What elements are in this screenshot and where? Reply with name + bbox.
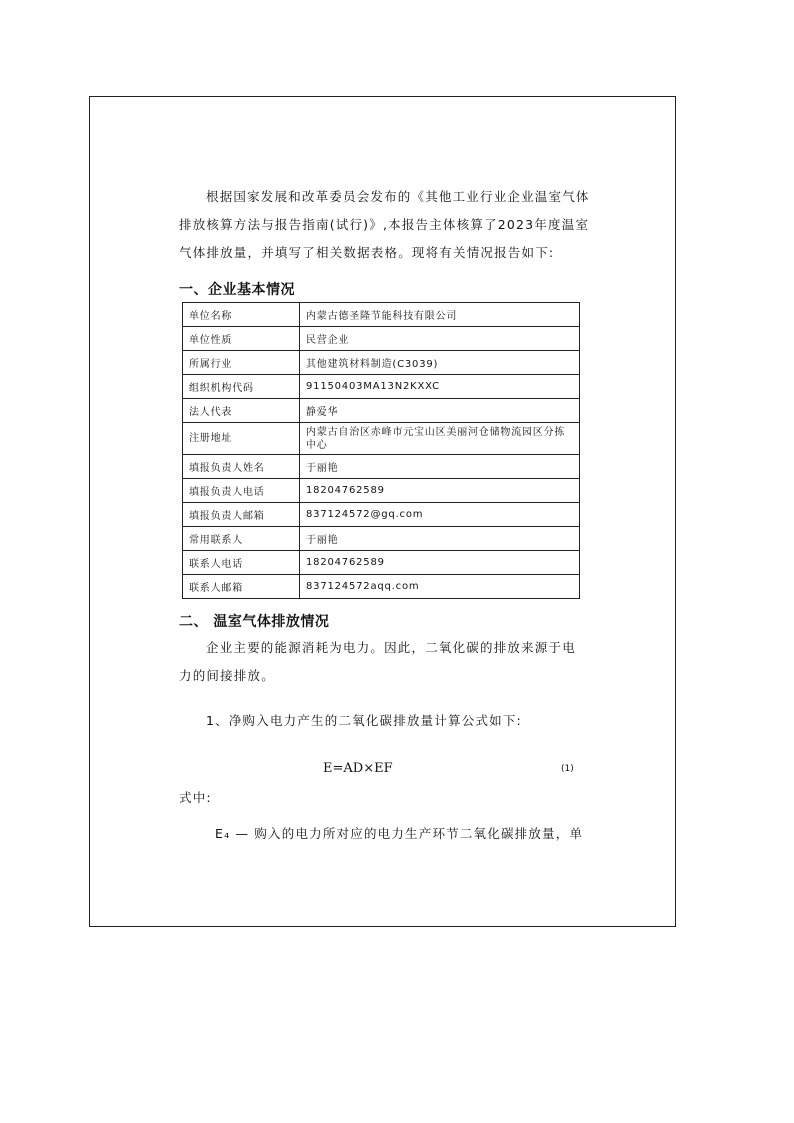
formula: E=AD×EF	[323, 761, 393, 776]
table-row	[183, 375, 580, 399]
company-info-table	[182, 302, 580, 599]
table-row	[183, 327, 580, 351]
table-key-cell: 常用联系人	[183, 527, 300, 551]
table-key-cell: 联系人邮箱	[183, 575, 300, 599]
table-key-cell: 填报负责人电话	[183, 479, 300, 503]
table-value-cell: 于丽艳	[300, 455, 580, 479]
table-row	[183, 503, 580, 527]
table-value-cell: 于丽艳	[300, 527, 580, 551]
table-row	[183, 351, 580, 375]
table-value-cell: 其他建筑材料制造(C3039)	[300, 351, 580, 375]
table-key-cell: 填报负责人邮箱	[183, 503, 300, 527]
table-key-cell: 注册地址	[183, 423, 300, 455]
table-row	[183, 551, 580, 575]
table-row	[183, 575, 580, 599]
section-2-paragraph: 企业主要的能源消耗为电力。因此，二氧化碳的排放来源于电力的间接排放。	[179, 640, 576, 683]
table-value-cell: 18204762589	[300, 479, 580, 503]
section-2-heading: 二、 温室气体排放情况	[179, 614, 330, 630]
definition-line: E₄ — 购入的电力所对应的电力生产环节二氧化碳排放量，单	[215, 826, 584, 841]
table-key-cell: 联系人电话	[183, 551, 300, 575]
table-key-cell: 法人代表	[183, 399, 300, 423]
table-value-cell: 91150403MA13N2KXXC	[300, 375, 580, 399]
item-1-text: 1、净购入电力产生的二氧化碳排放量计算公式如下:	[206, 713, 522, 728]
table-value-cell: 民营企业	[300, 327, 580, 351]
table-row	[183, 527, 580, 551]
table-key-cell: 单位性质	[183, 327, 300, 351]
table-value-cell: 静爱华	[300, 399, 580, 423]
where-label: 式中:	[179, 790, 212, 805]
table-key-cell: 单位名称	[183, 303, 300, 327]
section-1-heading: 一、企业基本情况	[179, 282, 295, 298]
table-value-cell: 837124572@gq.com	[300, 503, 580, 527]
table-key-cell: 组织机构代码	[183, 375, 300, 399]
table-row	[183, 455, 580, 479]
table-value-cell: 837124572aqq.com	[300, 575, 580, 599]
table-value-cell: 18204762589	[300, 551, 580, 575]
table-value-cell: 内蒙古自治区赤峰市元宝山区美丽河仓储物流园区分拣中心	[300, 423, 580, 455]
table-row	[183, 303, 580, 327]
table-row	[183, 423, 580, 455]
equation-number: (1)	[561, 764, 574, 774]
intro-paragraph: 根据国家发展和改革委员会发布的《其他工业行业企业温室气体排放核算方法与报告指南(试行)》,本报告主体核算了2023年度温室气体排放量，并填写了相关数据表格。现将有关情况报告如下:	[179, 189, 590, 260]
table-key-cell: 填报负责人姓名	[183, 455, 300, 479]
table-row	[183, 479, 580, 503]
table-key-cell: 所属行业	[183, 351, 300, 375]
table-value-cell: 内蒙古德圣隆节能科技有限公司	[300, 303, 580, 327]
table-row	[183, 399, 580, 423]
